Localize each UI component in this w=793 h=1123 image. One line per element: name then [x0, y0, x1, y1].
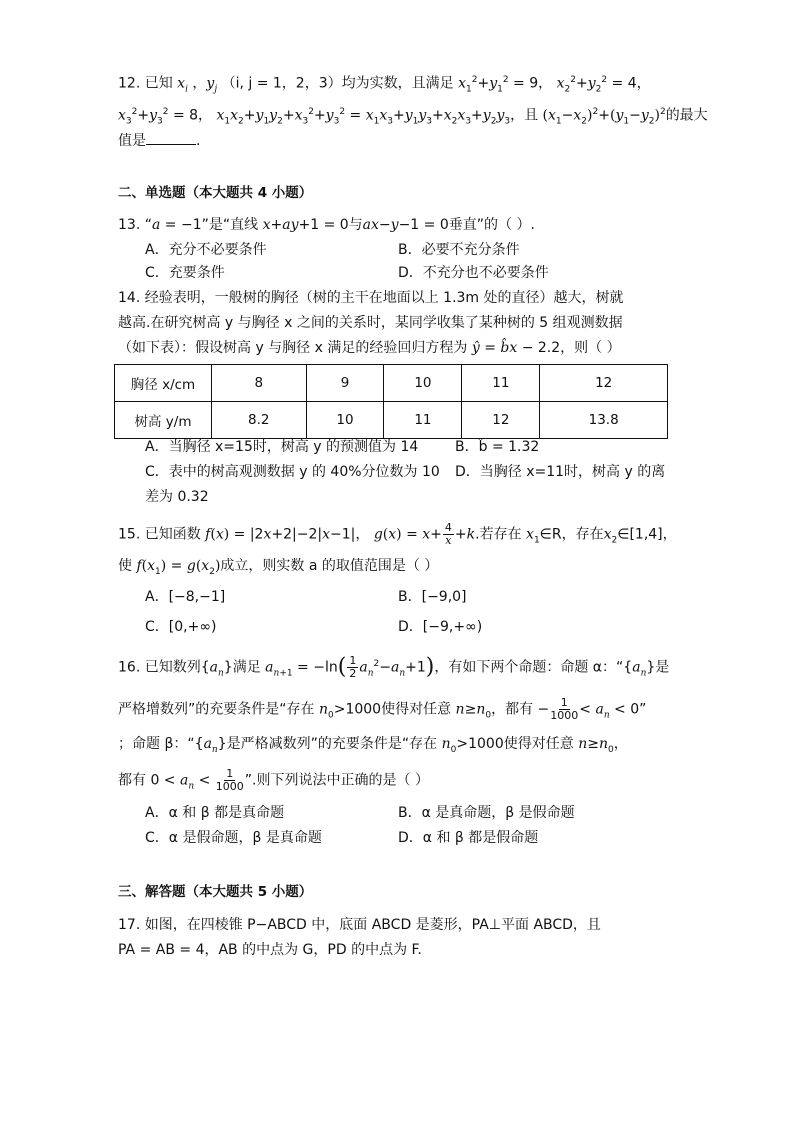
- q12-line1: 12. 已知 $x_i$ ，$y_j$ （i, j = 1，2，3）均为实数，且满足 $x_1^2+y_1^2 = 9$， $x_2^2+y_2^2 = 4$，: [118, 75, 651, 95]
- table-cell: 8: [212, 365, 307, 402]
- q15-option-b: B．[−9,0]: [398, 589, 467, 605]
- answer-blank: [146, 130, 196, 145]
- q12-text: i, j = 1，2，3）均为实数，且满足: [235, 75, 454, 92]
- q12-line3: 值是 .: [118, 130, 200, 151]
- section-heading-answer: 三、解答题（本大题共 5 小题）: [118, 884, 313, 900]
- q14-option-b: B．b̂ = 1.32: [455, 439, 540, 455]
- table-cell: 9: [306, 365, 384, 402]
- q16-option-c: C．α 是假命题，β 是真命题: [145, 830, 322, 846]
- q13-option-a: A．充分不必要条件: [145, 242, 267, 258]
- table-cell: 11: [462, 365, 540, 402]
- q14-line3: （如下表）：假设树高 y 与胸径 x 满足的经验回归方程为 ŷ = b̂x − 2.2，则（ ）: [118, 340, 621, 356]
- q16-text: ，都有: [491, 701, 534, 718]
- table-cell: 树高 y/m: [115, 402, 212, 439]
- q14-option-a: A．当胸径 x=15时，树高 y 的预测值为 14: [145, 439, 419, 455]
- q15-text: 使: [118, 558, 132, 574]
- q12-text: 值是: [118, 133, 146, 149]
- table-cell: 11: [384, 402, 462, 439]
- q16-text: 都有: [118, 772, 146, 789]
- table-cell: 13.8: [540, 402, 668, 439]
- q16-line3: ；命题 β：“$\{a_n\}$是严格减数列”的充要条件是“存在 $n_0>1000$使得对任意 $n\ge n_0$，: [118, 736, 628, 755]
- q13-text: 垂直”的（ ）.: [448, 217, 535, 233]
- table-cell: 8.2: [212, 402, 307, 439]
- q16-text: ，: [613, 736, 628, 752]
- q12-text: ，且: [510, 107, 539, 124]
- q13-option-c: C．充要条件: [145, 265, 225, 281]
- q13-stem: 13. “a = −1”是“直线 x+ay+1 = 0与ax−y−1 = 0垂直”的（ ）.: [118, 217, 535, 233]
- q15-text: 15. 已知函数: [118, 526, 201, 543]
- table-cell: 12: [462, 402, 540, 439]
- q16-text: ；命题 β：“: [118, 736, 195, 752]
- q14-option-d-line1: D．当胸径 x=11时，树高 y 的离: [455, 464, 666, 480]
- section-heading-single-choice: 二、单选题（本大题共 4 小题）: [118, 185, 313, 201]
- table-cell: 10: [306, 402, 384, 439]
- q16-text: 严格增数列”的充要条件是“存在: [118, 701, 315, 718]
- q14-line1: 14. 经验表明，一般树的胸径（树的主干在地面以上 1.3m 处的直径）越大，树就: [118, 290, 624, 306]
- q15-text: ，存在: [561, 526, 604, 543]
- q12-text: 12. 已知: [118, 75, 173, 92]
- table-cell: 胸径 x/cm: [115, 365, 212, 402]
- q13-option-d: D．不充分也不必要条件: [398, 265, 549, 281]
- q12-line2: $x_3^2+y_3^2 = 8$， $x_1x_2+y_1y_2+x_3^2+y_3^2 = x_1x_3+y_1y_3+x_2x_3+y_2y_3$，且 $(x_1-x_2)^2+(y_1-y_2)^2$的最大: [118, 107, 708, 127]
- q15-line2: 使 $f(x_1) = g(x_2)$成立，则实数 a 的取值范围是（ ）: [118, 558, 439, 577]
- q13-option-b: B．必要不充分条件: [398, 242, 520, 258]
- q16-option-d: D．α 和 β 都是假命题: [398, 830, 539, 846]
- q16-text: >1000使得对任意: [456, 736, 574, 752]
- q17-line1: 17. 如图，在四棱锥 P−ABCD 中，底面 ABCD 是菱形，PA⊥平面 ABCD，且: [118, 917, 601, 933]
- q14-option-c: C．表中的树高观测数据 y 的 40%分位数为 10: [145, 464, 440, 480]
- q16-text: ”.则下列说法中正确的是（ ）: [244, 772, 429, 789]
- q15-text: ，: [355, 526, 370, 543]
- q16-text: ”: [639, 701, 647, 718]
- q13-text: 与: [348, 217, 363, 233]
- q14-option-d-line2: 差为 0.32: [145, 489, 209, 505]
- table-row: [115, 402, 668, 439]
- q16-text: 是严格减数列”的充要条件是“存在: [226, 736, 438, 752]
- q15-text: 成立，则实数 a 的取值范围是（ ）: [220, 558, 439, 574]
- q16-text: 是: [655, 659, 670, 676]
- q13-text: 13. “: [118, 217, 152, 233]
- q16-text: ，有如下两个命题：命题 α：“: [434, 659, 624, 676]
- q15-text: .若存在: [475, 526, 522, 543]
- q16-text: >1000使得对任意: [333, 701, 452, 718]
- q15-option-c: C．[0,+∞): [145, 619, 217, 635]
- q14-text: ，则（ ）: [560, 340, 621, 356]
- q12-text: 的最大: [665, 107, 708, 124]
- table-cell: 12: [540, 365, 668, 402]
- q15-text: ，: [662, 526, 677, 543]
- q15-line1: 15. 已知函数 f(x) = |2x+2|−2|x−1|， g(x) = x+ $\frac{4}{x}$ +k.若存在 $x_1\in R$，存在$x_2\in[1,4]$，: [118, 521, 677, 547]
- observation-table: [114, 364, 668, 439]
- q16-text: 16. 已知数列: [118, 659, 201, 676]
- table-row: [115, 365, 668, 402]
- q15-option-a: A．[−8,−1]: [145, 589, 226, 605]
- q16-option-a: A．α 和 β 都是真命题: [145, 805, 285, 821]
- q16-line4: 都有 $0 < a_n$ < $\frac{1}{1000}$ ”.则下列说法中正确的是（ ）: [118, 767, 429, 793]
- q13-text: ”是“直线: [201, 217, 259, 233]
- table-cell: 10: [384, 365, 462, 402]
- q14-text: （如下表）：假设树高 y 与胸径 x 满足的经验回归方程为: [118, 340, 468, 356]
- q16-line1: 16. 已知数列$\{a_n\}$满足 $a_{n+1} = -\ln$( $\frac{1}{2}$ $a_n^2-a_n+1$)，有如下两个命题：命题 α：“$\{a_n\}$是: [118, 654, 670, 681]
- q17-line2: PA = AB = 4，AB 的中点为 G，PD 的中点为 F.: [118, 942, 422, 958]
- q16-option-b: B．α 是真命题，β 是假命题: [398, 805, 575, 821]
- q12-text: （: [221, 75, 236, 92]
- q16-text: 满足: [232, 659, 261, 676]
- q14-line2: 越高.在研究树高 y 与胸径 x 之间的关系时，某同学收集了某种树的 5 组观测数据: [118, 315, 623, 331]
- q16-line2: 严格增数列”的充要条件是“存在 $n_0>1000$使得对任意 $n\ge n_0$，都有 − $\frac{1}{1000}$ < $a_n < 0$”: [118, 696, 647, 722]
- q15-option-d: D．[−9,+∞): [398, 619, 483, 635]
